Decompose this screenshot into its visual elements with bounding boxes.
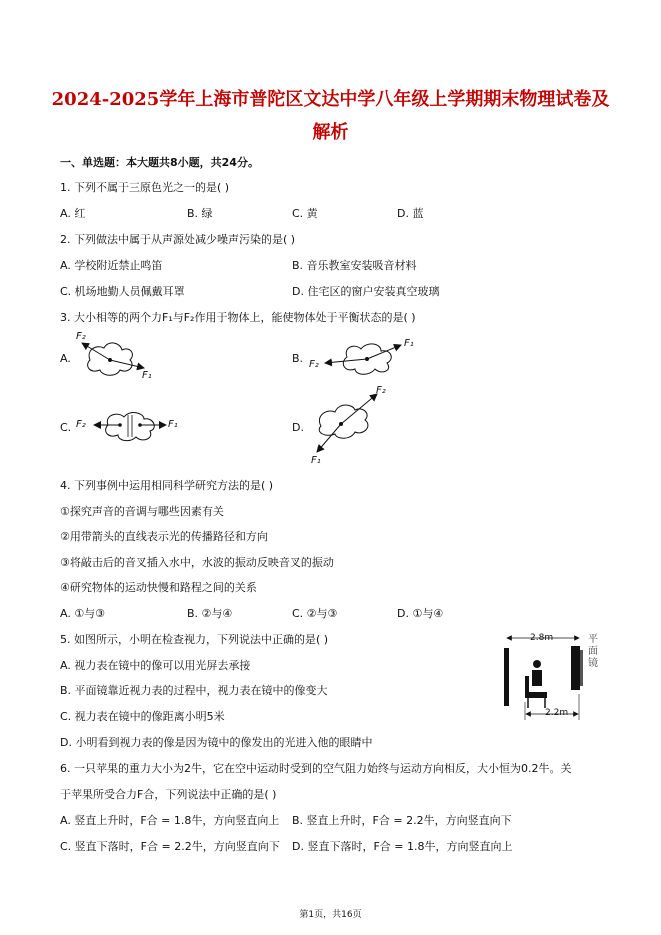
- document-title-line1: 2024-2025学年上海市普陀区文达中学八年级上学期期末物理试卷及: [51, 89, 610, 110]
- q5-option-a: A. 视力表在镜中的像可以用光屏去承接: [60, 659, 251, 672]
- q6-option-b: B. 竖直上升时，F合 = 2.2牛，方向竖直向下: [292, 814, 512, 827]
- q4-item-1: ①探究声音的音调与哪些因素有关: [60, 505, 224, 518]
- q3-d-f2-label: F₂: [376, 385, 386, 396]
- q3-option-d-label: D.: [292, 421, 304, 434]
- q2-option-a: A. 学校附近禁止鸣笛: [60, 259, 163, 272]
- q3-option-a-label: A.: [60, 352, 71, 365]
- q3-b-f1-label: F₁: [404, 338, 414, 349]
- q5-distance-2-8m: 2.8m: [530, 633, 554, 643]
- q5-distance-2-2m: 2.2m: [545, 708, 569, 718]
- q3-c-f1-label: F₁: [168, 419, 178, 430]
- question-5-stem: 5. 如图所示，小明在检查视力，下列说法中正确的是( ): [60, 633, 329, 646]
- q6-option-d: D. 竖直下落时，F合 = 1.8牛，方向竖直向上: [292, 840, 513, 853]
- q4-option-d: D. ①与④: [397, 607, 444, 620]
- q3-a-f2-label: F₂: [76, 331, 86, 342]
- q2-option-b: B. 音乐教室安装吸音材料: [292, 259, 417, 272]
- q1-option-d: D. 蓝: [397, 207, 424, 220]
- q3-a-f1-label: F₁: [142, 370, 152, 381]
- page-footer: 第1页，共16页: [299, 910, 362, 920]
- question-1-stem: 1. 下列不属于三原色光之一的是( ): [60, 181, 230, 194]
- q5-option-b: B. 平面镜靠近视力表的过程中，视力表在镜中的像变大: [60, 684, 328, 697]
- q1-option-b: B. 绿: [187, 207, 213, 220]
- q4-item-2: ②用带箭头的直线表示光的传播路径和方向: [60, 530, 268, 543]
- q3-b-f2-label: F₂: [309, 359, 319, 370]
- q5-option-c: C. 视力表在镜中的像距离小明5米: [60, 710, 225, 723]
- question-3-stem: 3. 大小相等的两个力F₁与F₂作用于物体上，能使物体处于平衡状态的是( ): [60, 311, 416, 324]
- q3-d-f1-label: F₁: [311, 455, 321, 466]
- q1-option-c: C. 黄: [292, 207, 318, 220]
- question-2-stem: 2. 下列做法中属于从声源处减少噪声污染的是( ): [60, 233, 296, 246]
- q3-option-b-label: B.: [292, 352, 304, 365]
- q2-option-d: D. 住宅区的窗户安装真空玻璃: [292, 285, 440, 298]
- q4-item-4: ④研究物体的运动快慢和路程之间的关系: [60, 581, 257, 594]
- question-4-stem: 4. 下列事例中运用相同科学研究方法的是( ): [60, 479, 274, 492]
- q3-figure-b: [305, 335, 415, 380]
- q3-c-f2-label: F₂: [76, 419, 86, 430]
- q4-option-a: A. ①与③: [60, 607, 106, 620]
- q3-figure-a: [72, 330, 172, 385]
- section-header: 一、单选题：本大题共8小题，共24分。: [60, 156, 259, 169]
- document-title-line2: 解析: [312, 122, 349, 143]
- q3-option-c-label: C.: [60, 421, 72, 434]
- q4-option-c: C. ②与③: [292, 607, 338, 620]
- q1-option-a: A. 红: [60, 207, 86, 220]
- q5-option-d: D. 小明看到视力表的像是因为镜中的像发出的光进入他的眼睛中: [60, 736, 373, 749]
- q4-item-3: ③将敲击后的音叉插入水中，水波的振动反映音叉的振动: [60, 556, 334, 569]
- q5-mirror-label: 平面镜: [588, 634, 598, 669]
- q2-option-c: C. 机场地勤人员佩戴耳罩: [60, 285, 185, 298]
- question-6-stem-line1: 6. 一只苹果的重力大小为2牛，它在空中运动时受到的空气阻力始终与运动方向相反，大小恒为0.2牛。关: [60, 762, 572, 775]
- q6-option-a: A. 竖直上升时，F合 = 1.8牛，方向竖直向上: [60, 814, 280, 827]
- q4-option-b: B. ②与④: [187, 607, 233, 620]
- q6-option-c: C. 竖直下落时，F合 = 2.2牛，方向竖直向下: [60, 840, 280, 853]
- question-6-stem-line2: 于苹果所受合力F合，下列说法中正确的是( ): [60, 788, 277, 801]
